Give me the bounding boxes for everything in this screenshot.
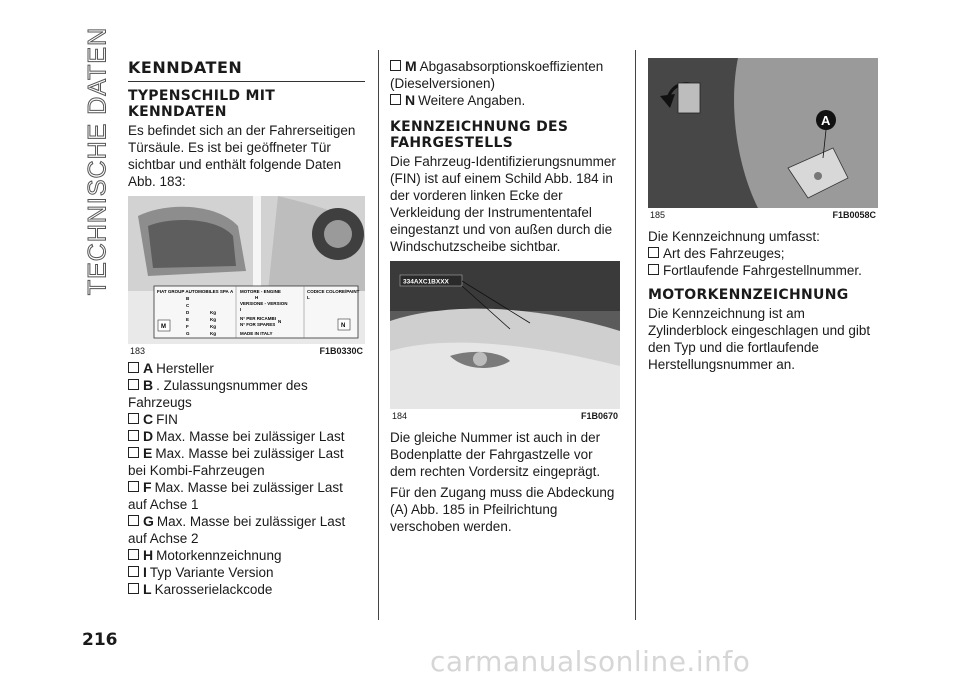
floor-cover-illustration [648,58,878,208]
plate-letter: B [186,296,190,301]
item-key: D [143,428,154,444]
checkbox-icon [128,515,139,526]
figure-number: 185 [650,210,666,220]
item-text: Karosserielackcode [154,582,273,597]
type-plate-illustration [128,196,365,344]
item-text: Art des Fahrzeuges; [663,246,785,261]
figure-code: F1B0670 [580,411,618,421]
section-title: KENNZEICHNUNG DES FAHRGESTELLS [390,119,569,151]
intro-text: Die Fahrzeug-Identifizierungsnummer (FIN) ist auf einem Schild Abb. 184 in der vorderen linken Ecke der Verkleidung der Instrumententafel eingestanzt und von außen durch die Windschutzscheibe sichtbar. [390,154,616,254]
item-text: Max. Masse bei zulässiger Last auf Achse 2 [128,514,346,546]
item-text: FIN [156,412,178,427]
list-item [390,58,620,92]
plate-unit: Kg [210,324,216,329]
figure-185 [648,58,878,220]
item-key: A [143,360,154,376]
body-text: Für den Zugang muss die Abdeckung (A) Abb. 185 in Pfeilrichtung verschoben werden. [390,485,615,534]
plate-letter-a: A [230,289,234,294]
item-key: L [143,581,152,597]
plate-letter: E [186,317,190,322]
plate-left-title: FIAT GROUP AUTOMOBILES SPA [157,289,229,294]
item-text: . Zulassungsnummer des Fahrzeugs [128,378,308,410]
column-1 [128,58,365,598]
list-item [390,92,620,109]
body-text: Die Kennzeichnung ist am Zylinderblock eingeschlagen und gibt den Typ und die fortlaufende Herstellungsnummer an. [648,306,871,372]
callout-a: A [821,113,831,128]
item-text: Max. Masse bei zulässiger Last auf Achse 1 [128,480,343,512]
list-item [128,445,365,479]
item-key: B [143,377,154,393]
plate-unit: Kg [210,317,216,322]
checkbox-icon [128,549,139,560]
section-title: MOTORKENNZEICHNUNG [648,287,849,303]
item-text: Weitere Angaben. [418,93,526,108]
list-item [128,547,365,564]
legend-list [128,360,365,598]
plate-unit: Kg [210,331,216,336]
plate-letter-i: I [240,307,242,312]
section-title: KENNDATEN [128,58,243,77]
column-2 [390,58,620,539]
item-text: Max. Masse bei zulässiger Last [156,429,345,444]
plate-letter-l: L [307,295,310,300]
plate-letter-h: H [255,295,259,300]
plate-letter: D [186,310,190,315]
item-text: Hersteller [156,361,214,376]
vin-label: 334AXC1BXXX [403,278,449,286]
checkbox-icon [128,413,139,424]
plate-letter: F [186,324,189,329]
plate-letter-n: N [278,319,282,324]
checkbox-icon [390,60,401,71]
checkbox-icon [648,264,659,275]
list-item [128,479,365,513]
item-text: Motorkennzeichnung [156,548,282,563]
checkbox-icon [128,447,139,458]
list-item [128,564,365,581]
plate-box-n: N [341,323,346,329]
plate-right-title: CODICE COLORE/PAINT [307,289,360,294]
plate-box-m: M [161,324,166,330]
plate-mid-line: N° PER RICAMBI [240,316,277,321]
plate-mid-line: MADE IN ITALY [240,331,273,336]
body-text: Die gleiche Nummer ist auch in der Bodenplatte der Fahrgastzelle vor dem rechten Vordersitz eingeprägt. [390,430,601,479]
checkbox-icon [648,247,659,258]
list-item [128,377,365,411]
checkbox-icon [128,583,139,594]
column-divider [635,50,636,620]
list-item [128,428,365,445]
item-key: G [143,513,154,529]
checkbox-icon [390,94,401,105]
item-key: H [143,547,154,563]
figure-code: F1B0058C [832,210,876,220]
plate-mid-line: N° FOR SPARES [240,322,276,327]
figure-number: 184 [392,411,408,421]
item-text: Fortlaufende Fahrgestellnummer. [663,263,862,278]
column-3 [648,58,878,377]
plate-mid-line: MOTORE - ENGINE [240,289,281,294]
item-key: M [405,58,417,74]
column-divider [378,50,379,620]
plate-letter: C [186,303,190,308]
list-item [128,411,365,428]
item-key: F [143,479,152,495]
subsection-title: TYPENSCHILD MIT KENNDATEN [128,88,276,120]
figure-code: F1B0330C [319,346,363,356]
title-rule [128,81,365,82]
checkbox-icon [128,566,139,577]
figure-caption [128,344,365,356]
bullet-list [648,245,878,279]
list-item [128,360,365,377]
checkbox-icon [128,379,139,390]
plate-mid-line: VERSIONE - VERSION [240,301,288,306]
list-item [128,581,365,598]
section-side-title: TECHNISCHE DATEN [83,26,112,296]
figure-caption [648,208,878,220]
watermark: carmanualsonline.info [430,645,751,678]
checkbox-icon [128,481,139,492]
checkbox-icon [128,362,139,373]
list-item [648,262,878,279]
figure-caption [390,409,620,421]
list-item [128,513,365,547]
intro-text: Die Kennzeichnung umfasst: [648,229,820,244]
plate-letter: G [186,331,190,336]
item-key: E [143,445,153,461]
list-item [648,245,878,262]
item-key: C [143,411,154,427]
windshield-vin-illustration [390,261,620,409]
intro-text: Es befindet sich an der Fahrerseitigen Türsäule. Es ist bei geöffneter Tür sichtbar und enthält folgende Daten Abb. 183: [128,123,356,189]
plate-unit: Kg [210,310,216,315]
checkbox-icon [128,430,139,441]
item-text: Typ Variante Version [149,565,274,580]
item-text: Max. Masse bei zulässiger Last bei Kombi-Fahrzeugen [128,446,344,478]
item-text: Abgasabsorptionskoeffizienten (Dieselversionen) [390,59,604,91]
legend-list [390,58,620,109]
figure-183 [128,196,365,356]
item-key: I [143,564,147,580]
figure-number: 183 [130,346,146,356]
item-key: N [405,92,416,108]
figure-184 [390,261,620,421]
page-number: 216 [82,630,118,650]
